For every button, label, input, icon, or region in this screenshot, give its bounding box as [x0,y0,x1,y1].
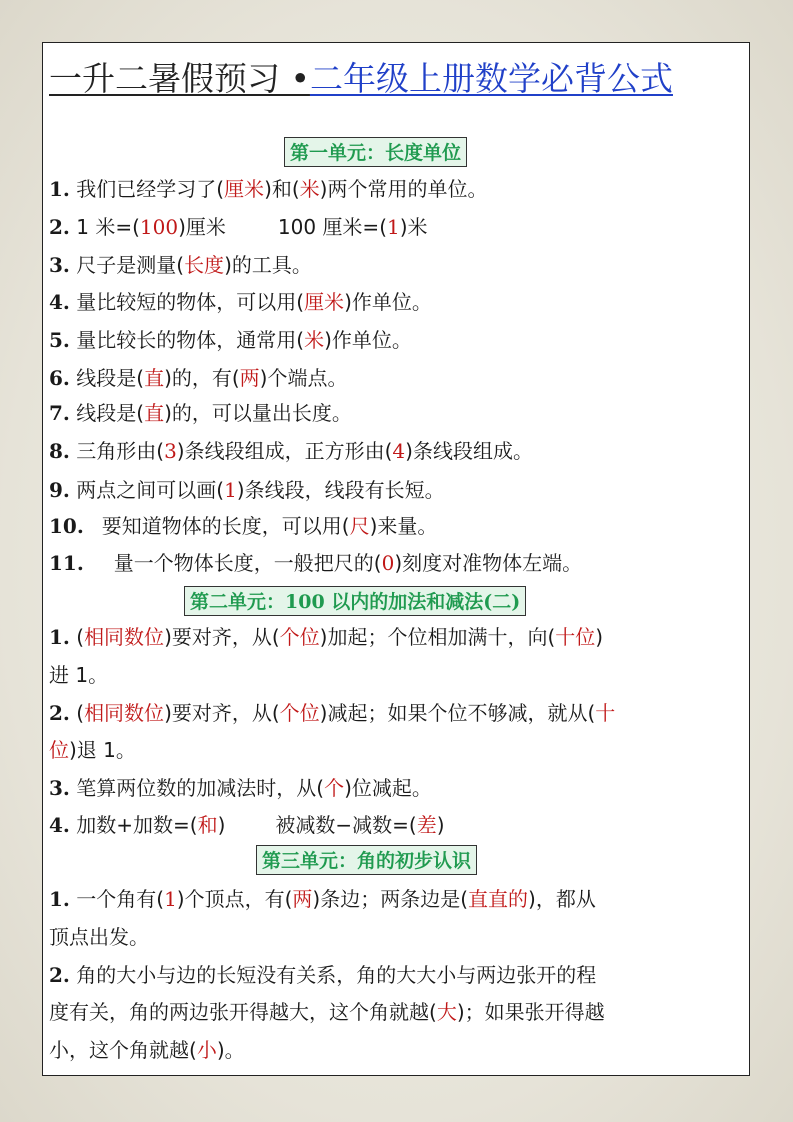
unit3-item-1-cont: 顶点出发。 [49,925,149,949]
unit1-item-6: 6. 线段是(直)的，有(两)个端点。 [49,366,348,390]
answer: 米 [304,328,325,352]
answer: 100 [139,215,179,239]
unit3-item-2: 2. 角的大小与边的长短没有关系，角的大大小与两边张开的程 [49,963,597,987]
answer: 长度 [184,253,225,277]
worksheet-page [42,42,750,1076]
unit3-item-2-cont-2: 小，这个角就越(小)。 [49,1038,245,1062]
unit2-item-2: 2. (相同数位)要对齐，从(个位)减起；如果个位不够减，就从(十 [49,701,616,725]
unit1-item-11: 11. 量一个物体长度，一般把尺的(0)刻度对准物体左端。 [49,551,583,575]
answer: 厘米 [304,290,345,314]
unit2-item-1: 1. (相同数位)要对齐，从(个位)加起；个位相加满十，向(十位) [49,625,604,649]
unit2-item-1-cont: 进 1。 [49,663,109,687]
answer: 1 [387,215,400,239]
answer: 直 [144,366,165,390]
unit1-item-7: 7. 线段是(直)的，可以量出长度。 [49,401,352,425]
unit1-item-1: 1. 我们已经学习了(厘米)和(米)两个常用的单位。 [49,177,488,201]
unit1-item-3: 3. 尺子是测量(长度)的工具。 [49,253,312,277]
unit1-item-9: 9. 两点之间可以画(1)条线段，线段有长短。 [49,478,445,502]
answer: 位 [49,738,69,762]
answer: 直直的 [468,887,529,911]
answer: 十位 [555,625,596,649]
answer: 4 [392,439,406,463]
unit-1-heading: 第一单元：长度单位 [284,137,467,167]
answer: 小 [196,1038,217,1062]
answer: 1 [164,887,177,911]
unit3-item-1: 1. 一个角有(1)个顶点，有(两)条边；两条边是(直直的)，都从 [49,887,596,911]
unit-3-heading: 第三单元：角的初步认识 [256,845,477,875]
answer: 个位 [279,625,320,649]
unit1-item-2: 2. 1 米=(100)厘米 100 厘米=(1)米 [49,215,428,239]
unit1-item-4: 4. 量比较短的物体，可以用(厘米)作单位。 [49,290,432,314]
answer: 相同数位 [84,625,165,649]
answer: 十 [595,701,616,725]
title-prefix: 一升二暑假预习 • [49,59,310,98]
unit1-item-8: 8. 三角形由(3)条线段组成，正方形由(4)条线段组成。 [49,439,533,463]
answer: 0 [381,551,395,575]
answer: 3 [164,439,177,463]
answer: 相同数位 [84,701,165,725]
page-title [49,57,673,101]
answer: 大 [436,1000,457,1024]
unit2-item-3: 3. 笔算两位数的加减法时，从(个)位减起。 [49,776,432,800]
unit2-item-4: 4. 加数+加数=(和) 被减数−减数=(差) [49,813,445,837]
unit1-item-10: 10. 要知道物体的长度，可以用(尺)来量。 [49,514,438,538]
answer: 个位 [279,701,320,725]
answer: 厘米 [224,177,265,201]
answer: 两 [239,366,260,390]
title-main: 二年级上册数学必背公式 [309,59,673,98]
unit2-item-2-cont: 位)退 1。 [49,738,136,762]
answer: 尺 [349,514,370,538]
answer: 和 [197,813,218,837]
answer: 个 [324,776,345,800]
answer: 米 [299,177,320,201]
answer: 两 [292,887,313,911]
answer: 直 [144,401,165,425]
unit1-item-5: 5. 量比较长的物体，通常用(米)作单位。 [49,328,412,352]
unit-2-heading: 第二单元：100 以内的加法和减法(二) [184,586,526,616]
answer: 差 [416,813,437,837]
answer: 1 [224,478,237,502]
unit3-item-2-cont-1: 度有关，角的两边张开得越大，这个角就越(大)；如果张开得越 [49,1000,605,1024]
